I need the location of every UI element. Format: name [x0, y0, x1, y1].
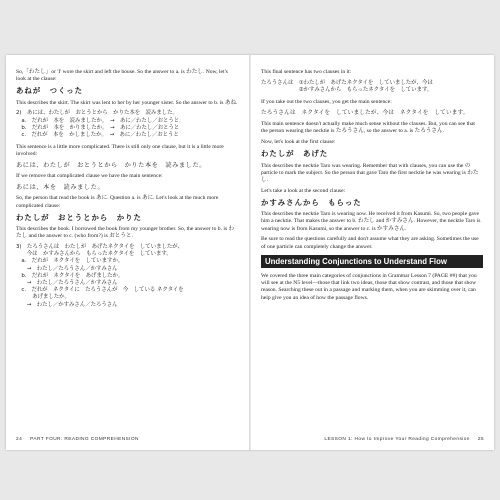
paragraph: If you take out the two clauses, you get the main sentence: — [261, 99, 392, 106]
japanese-sentence: あには、わたしが おとうとから かりた本を 読みました。 — [16, 162, 207, 170]
example-line: → わたし／たろうさん／かすみさん — [16, 280, 118, 287]
example-line: ②かすみさんから もらったネクタイを しています。 — [261, 87, 433, 93]
example-line: → わたし／かすみさん／たろうさん — [16, 301, 118, 308]
japanese-clause: あねが つくった — [16, 86, 83, 96]
example-line: 今は かすみさんから もらったネクタイを しています。 — [16, 251, 172, 258]
paragraph: This describes the necktie Taro was wearing. Remember that with clauses, you can use the の particle to mark the subject. So the person that gave Taro the first necktie he was wearing is わたし. — [261, 162, 479, 184]
example-line: a. だれが 本を 読みましたか。 → あに／わたし／おとうと — [16, 117, 180, 124]
paragraph: So,「わたし」or 'I' wore the skirt and left the house. So the answer to a. is わたし. Now, let's look at the clause: — [16, 69, 228, 83]
paragraph: Be sure to read the questions carefully and don't assume what they are asking. Sometimes the use of one particle can completely change the answer. — [261, 236, 479, 250]
paragraph: We covered the three main categories of conjunctions in Grammar Lesson 7 (PAGE ##) that you will see at the N5 level—those that link two ideas, those that show contrast, and those that show reason. Searching these out in a passage and marking them, when you are skimming over it, can help give you an idea of how the passage flows. — [261, 273, 477, 301]
paragraph: Let's take a look at the second clause: — [261, 187, 346, 194]
example-2 — [16, 110, 238, 139]
example-3 — [16, 244, 238, 309]
page-number: 24 — [16, 437, 23, 442]
japanese-sentence: あには、本を 読みました。 — [16, 184, 105, 192]
paragraph: If we remove that complicated clause we have the main sentence: — [16, 173, 163, 180]
example-line: 2) あには、わたしが おとうとから かりた本を 読みました。 — [16, 110, 178, 117]
running-footer: PART FOUR: READING COMPREHENSION — [30, 437, 139, 442]
page-number: 25 — [477, 437, 484, 442]
example-line: b. だれが ネクタイを あげましたか。 — [16, 272, 124, 279]
paragraph: This sentence is a little more complicated. There is still only one clause, but it is a little more involved: — [16, 144, 224, 158]
section-heading: Understanding Conjunctions to Understand Flow — [261, 255, 483, 268]
japanese-clause: わたしが おとうとから かりた — [16, 212, 142, 222]
paragraph: Now, let's look at the first clause: — [261, 139, 336, 146]
example-line: あげましたか。 — [16, 294, 70, 301]
right-footer — [324, 437, 484, 442]
running-footer: LESSON 1: How to Improve Your Reading Comprehension — [324, 437, 470, 442]
paragraph: This describes the necktie Taro is wearing now. He received it from Kasumi. So, two people gave him a necktie. That makes the answer to b. わたし and かすみさん. However, the necktie Taro is wearing now is from Kasumi, so the answer to c. is かすみさん. — [261, 211, 481, 232]
right-page — [261, 69, 483, 429]
example-line: b. だれが 本を かりましたか。 → あに／わたし／おとうと — [16, 124, 180, 131]
example-line: たろうさんは ①わたしが あげたネクタイを していましたが、今は — [261, 79, 433, 86]
paragraph: This main sentence doesn't actually make much sense without the clauses. But, you can see that the person wearing the necktie is たろうさん, so the answer to a. is たろうさん. — [261, 121, 475, 135]
example-clauses — [261, 80, 483, 94]
example-line: c. だれが ネクタイに たろうさんが 今 している ネクタイを — [16, 287, 184, 294]
example-line: → わたし／たろうさん／かすみさん — [16, 265, 118, 272]
paragraph: This final sentence has two clauses in it: — [261, 69, 352, 75]
japanese-sentence: たろうさんは ネクタイを していましたが、今は ネクタイを しています。 — [261, 110, 469, 116]
example-line: c. だれが 本を かしましたか。 → あに／わたし／おとうと — [16, 132, 179, 139]
example-line: a. だれが ネクタイを していますか。 — [16, 258, 124, 265]
paragraph: So, the person that read the book is あに. Question a. is あに. Let's look at the much more complicated clause: — [16, 195, 219, 209]
japanese-clause: かすみさんから もらった — [261, 198, 362, 208]
left-page — [16, 69, 238, 429]
left-footer — [16, 437, 139, 442]
japanese-clause: わたしが あげた — [261, 149, 329, 159]
book-spread — [6, 55, 494, 450]
example-line: 3) たろうさんは わたしが あげたネクタイを していましたが、 — [16, 244, 184, 251]
paragraph: This describes the book. I borrowed the book from my younger brother. So, the answer to b. is わたし and the answer to c. (who from?) is おとうと. — [16, 226, 235, 240]
paragraph: This describes the skirt. The skirt was lent to her by her younger sister. So the answer to b. is あね. — [16, 99, 238, 106]
book-gutter — [249, 55, 251, 450]
